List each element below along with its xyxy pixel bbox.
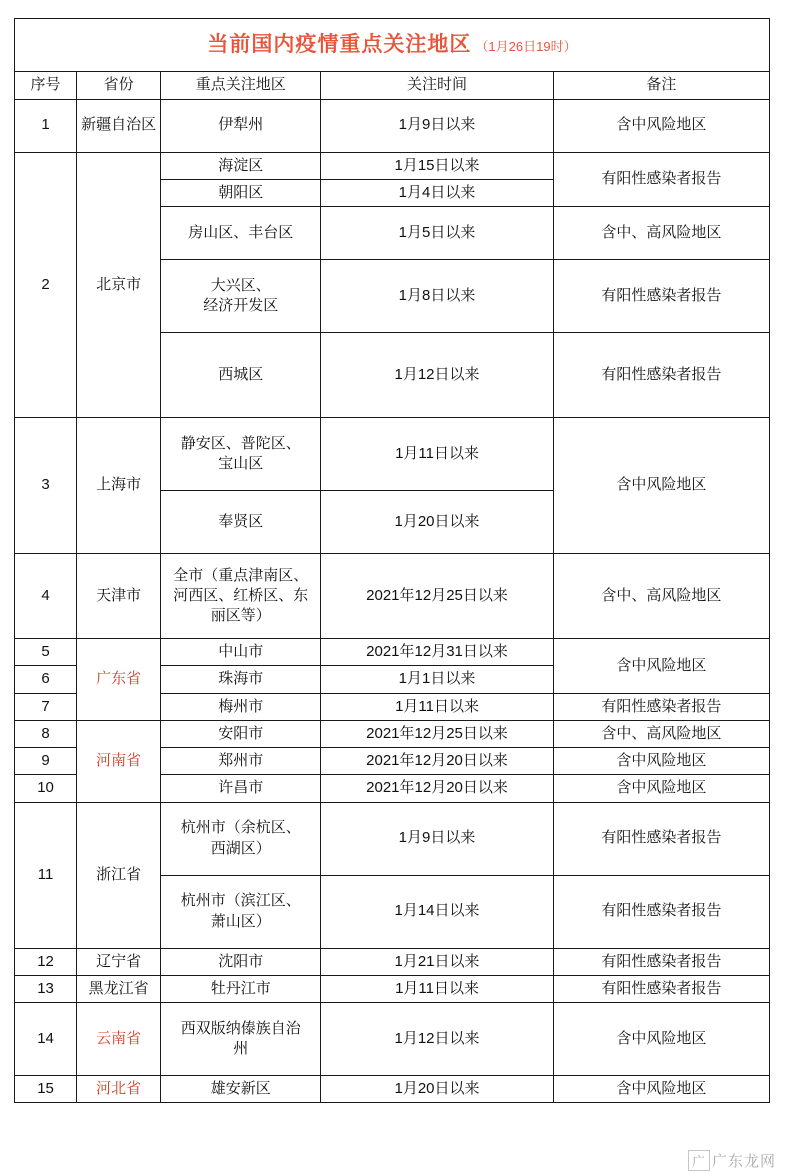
cell-time: 1月20日以来: [321, 491, 553, 554]
table-row: [15, 554, 770, 639]
cell-index: 4: [15, 554, 77, 639]
cell-time: 1月12日以来: [321, 333, 553, 418]
cell-time: 2021年12月20日以来: [321, 748, 553, 775]
watermark-logo: 广: [688, 1150, 710, 1171]
cell-note: 有阳性感染者报告: [553, 975, 769, 1002]
cell-time: 1月21日以来: [321, 948, 553, 975]
table-row: [15, 152, 770, 179]
cell-time: 1月15日以来: [321, 152, 553, 179]
cell-note: 含中、高风险地区: [553, 554, 769, 639]
cell-time: 1月11日以来: [321, 418, 553, 491]
cell-area: 中山市: [161, 639, 321, 666]
cell-province: 河北省: [77, 1076, 161, 1103]
cell-time: 1月8日以来: [321, 260, 553, 333]
cell-time: 1月12日以来: [321, 1003, 553, 1076]
cell-index: 5: [15, 639, 77, 666]
cell-index: 12: [15, 948, 77, 975]
cell-area: 杭州市（滨江区、 萧山区）: [161, 875, 321, 948]
table-row: [15, 1076, 770, 1103]
cell-time: 1月1日以来: [321, 666, 553, 693]
table-row: [15, 802, 770, 875]
column-header-2: 重点关注地区: [161, 72, 321, 99]
cell-area: 大兴区、 经济开发区: [161, 260, 321, 333]
column-header-0: 序号: [15, 72, 77, 99]
cell-note: 含中、高风险地区: [553, 207, 769, 260]
table-row: [15, 418, 770, 491]
cell-province: 河南省: [77, 720, 161, 802]
cell-index: 9: [15, 748, 77, 775]
cell-province: 上海市: [77, 418, 161, 554]
cell-area: 郑州市: [161, 748, 321, 775]
cell-province: 辽宁省: [77, 948, 161, 975]
cell-area: 房山区、丰台区: [161, 207, 321, 260]
cell-time: 1月14日以来: [321, 875, 553, 948]
cell-note: 有阳性感染者报告: [553, 693, 769, 720]
cell-note: 有阳性感染者报告: [553, 152, 769, 207]
cell-note: 含中风险地区: [553, 748, 769, 775]
cell-note: 含中、高风险地区: [553, 720, 769, 747]
table-title-row: [15, 19, 770, 72]
cell-area: 静安区、普陀区、 宝山区: [161, 418, 321, 491]
watermark-label: 广东龙网: [711, 1153, 776, 1170]
cell-note: 含中风险地区: [553, 1003, 769, 1076]
column-header-3: 关注时间: [321, 72, 553, 99]
cell-index: 11: [15, 802, 77, 948]
cell-note: 含中风险地区: [553, 1076, 769, 1103]
cell-area: 杭州市（余杭区、 西湖区）: [161, 802, 321, 875]
cell-area: 伊犁州: [161, 99, 321, 152]
table-row: [15, 948, 770, 975]
table-row: [15, 99, 770, 152]
cell-note: 有阳性感染者报告: [553, 260, 769, 333]
cell-province: 天津市: [77, 554, 161, 639]
cell-area: 雄安新区: [161, 1076, 321, 1103]
cell-time: 1月9日以来: [321, 99, 553, 152]
cell-province: 广东省: [77, 639, 161, 721]
table-header-row: [15, 72, 770, 99]
column-header-4: 备注: [553, 72, 769, 99]
cell-index: 15: [15, 1076, 77, 1103]
cell-index: 10: [15, 775, 77, 802]
cell-note: 有阳性感染者报告: [553, 948, 769, 975]
cell-province: 新疆自治区: [77, 99, 161, 152]
cell-index: 8: [15, 720, 77, 747]
cell-area: 西双版纳傣族自治 州: [161, 1003, 321, 1076]
cell-time: 1月5日以来: [321, 207, 553, 260]
cell-area: 朝阳区: [161, 179, 321, 206]
cell-note: 含中风险地区: [553, 99, 769, 152]
cell-area: 安阳市: [161, 720, 321, 747]
cell-time: 2021年12月31日以来: [321, 639, 553, 666]
cell-note: 含中风险地区: [553, 639, 769, 694]
cell-note: 有阳性感染者报告: [553, 333, 769, 418]
cell-time: 1月9日以来: [321, 802, 553, 875]
cell-area: 海淀区: [161, 152, 321, 179]
cell-note: 有阳性感染者报告: [553, 875, 769, 948]
cell-province: 黑龙江省: [77, 975, 161, 1002]
cell-index: 7: [15, 693, 77, 720]
cell-area: 许昌市: [161, 775, 321, 802]
cell-province: 云南省: [77, 1003, 161, 1076]
cell-index: 14: [15, 1003, 77, 1076]
table-row: [15, 720, 770, 747]
document-title-cell: [15, 19, 770, 72]
page-title: 当前国内疫情重点关注地区: [207, 33, 472, 56]
cell-area: 西城区: [161, 333, 321, 418]
cell-area: 全市（重点津南区、 河西区、红桥区、东 丽区等）: [161, 554, 321, 639]
cell-time: 2021年12月20日以来: [321, 775, 553, 802]
cell-index: 6: [15, 666, 77, 693]
cell-area: 奉贤区: [161, 491, 321, 554]
cell-area: 珠海市: [161, 666, 321, 693]
table-row: [15, 1003, 770, 1076]
cell-note: 含中风险地区: [553, 775, 769, 802]
cell-area: 梅州市: [161, 693, 321, 720]
cell-area: 牡丹江市: [161, 975, 321, 1002]
cell-province: 北京市: [77, 152, 161, 418]
cell-time: 1月11日以来: [321, 975, 553, 1002]
table-row: [15, 639, 770, 666]
cell-time: 2021年12月25日以来: [321, 720, 553, 747]
watermark: [688, 1150, 776, 1171]
column-header-1: 省份: [77, 72, 161, 99]
cell-time: 1月20日以来: [321, 1076, 553, 1103]
cell-area: 沈阳市: [161, 948, 321, 975]
cell-time: 1月4日以来: [321, 179, 553, 206]
table-row: [15, 975, 770, 1002]
cell-index: 3: [15, 418, 77, 554]
cell-time: 1月11日以来: [321, 693, 553, 720]
cell-province: 浙江省: [77, 802, 161, 948]
page-title-suffix: （1月26日19时）: [475, 39, 577, 54]
cell-index: 13: [15, 975, 77, 1002]
cell-note: 有阳性感染者报告: [553, 802, 769, 875]
cell-note: 含中风险地区: [553, 418, 769, 554]
cell-index: 2: [15, 152, 77, 418]
focus-areas-table: [14, 18, 770, 1103]
cell-time: 2021年12月25日以来: [321, 554, 553, 639]
cell-index: 1: [15, 99, 77, 152]
